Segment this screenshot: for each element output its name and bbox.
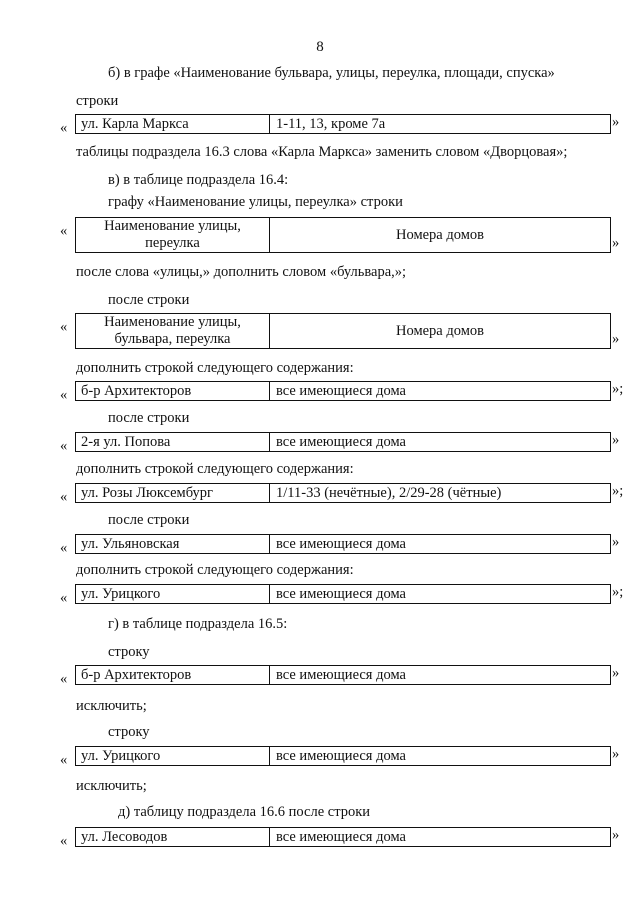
close-quote: » — [612, 746, 620, 762]
paragraph-rows-word: строки — [76, 93, 119, 109]
paragraph-b-replace: таблицы подраздела 16.3 слова «Карла Маркса» заменить словом «Дворцовая»; — [76, 144, 568, 160]
open-quote: « — [60, 833, 68, 849]
houses-cell: все имеющиеся дома — [276, 667, 406, 683]
open-quote: « — [60, 438, 68, 454]
table-row — [75, 827, 611, 847]
paragraph-exclude: исключить; — [76, 778, 147, 794]
table-row — [75, 381, 611, 401]
header-street-line2: бульвара, переулка — [114, 331, 231, 347]
street-cell: ул. Урицкого — [76, 585, 270, 603]
header-street-cell — [76, 314, 270, 348]
close-quote: »; — [612, 483, 624, 499]
paragraph-v-intro: в) в таблице подраздела 16.4: — [108, 172, 289, 188]
paragraph-v-column: графу «Наименование улицы, переулка» строки — [108, 194, 403, 210]
street-cell: 2-я ул. Попова — [76, 433, 270, 451]
header-street-line2: переулка — [145, 235, 200, 251]
open-quote: « — [60, 540, 68, 556]
houses-cell: все имеющиеся дома — [276, 383, 406, 399]
open-quote: « — [60, 387, 68, 403]
close-quote: » — [612, 114, 620, 130]
paragraph-row-word: строку — [108, 644, 150, 660]
header-street-cell — [76, 218, 270, 252]
close-quote: » — [612, 235, 620, 251]
paragraph-supplement: дополнить строкой следующего содержания: — [76, 461, 354, 477]
header-table — [75, 217, 611, 253]
header-street-line1: Наименование улицы, — [104, 314, 241, 330]
close-quote: » — [612, 432, 620, 448]
paragraph-after-row: после строки — [108, 512, 190, 528]
close-quote: »; — [612, 584, 624, 600]
open-quote: « — [60, 752, 68, 768]
street-cell: ул. Карла Маркса — [76, 115, 270, 133]
header-houses-cell: Номера домов — [396, 322, 484, 339]
paragraph-v-add-word: после слова «улицы,» дополнить словом «бульвара,»; — [76, 264, 407, 280]
open-quote: « — [60, 223, 68, 239]
close-quote: » — [612, 534, 620, 550]
paragraph-row-word: строку — [108, 724, 150, 740]
houses-cell: все имеющиеся дома — [276, 434, 406, 450]
table-row — [75, 114, 611, 134]
paragraph-after-row: после строки — [108, 410, 190, 426]
paragraph-g-intro: г) в таблице подраздела 16.5: — [108, 616, 288, 632]
houses-cell: 1-11, 13, кроме 7а — [276, 116, 386, 132]
paragraph-exclude: исключить; — [76, 698, 147, 714]
table-row — [75, 746, 611, 766]
paragraph-d-intro: д) таблицу подраздела 16.6 после строки — [118, 804, 371, 820]
header-houses-cell: Номера домов — [396, 226, 484, 243]
open-quote: « — [60, 489, 68, 505]
table-row — [75, 483, 611, 503]
header-street-line1: Наименование улицы, — [104, 218, 241, 234]
open-quote: « — [60, 319, 68, 335]
houses-cell: 1/11-33 (нечётные), 2/29-28 (чётные) — [276, 485, 502, 501]
street-cell: ул. Урицкого — [76, 747, 270, 765]
table-row — [75, 584, 611, 604]
close-quote: » — [612, 331, 620, 347]
street-cell: б-р Архитекторов — [76, 666, 270, 684]
street-cell: ул. Розы Люксембург — [76, 484, 270, 502]
street-cell: ул. Лесоводов — [76, 828, 270, 846]
open-quote: « — [60, 671, 68, 687]
page-number: 8 — [316, 39, 324, 55]
houses-cell: все имеющиеся дома — [276, 536, 406, 552]
paragraph-after-row: после строки — [108, 292, 190, 308]
table-row — [75, 665, 611, 685]
paragraph-supplement: дополнить строкой следующего содержания: — [76, 360, 354, 376]
street-cell: ул. Ульяновская — [76, 535, 270, 553]
table-row — [75, 432, 611, 452]
open-quote: « — [60, 590, 68, 606]
close-quote: » — [612, 827, 620, 843]
houses-cell: все имеющиеся дома — [276, 586, 406, 602]
header-table — [75, 313, 611, 349]
houses-cell: все имеющиеся дома — [276, 748, 406, 764]
table-row — [75, 534, 611, 554]
houses-cell: все имеющиеся дома — [276, 829, 406, 845]
street-cell: б-р Архитекторов — [76, 382, 270, 400]
open-quote: « — [60, 120, 68, 136]
close-quote: » — [612, 665, 620, 681]
close-quote: »; — [612, 381, 624, 397]
paragraph-supplement: дополнить строкой следующего содержания: — [76, 562, 354, 578]
paragraph-b-intro: б) в графе «Наименование бульвара, улицы, переулка, площади, спуска» — [108, 65, 555, 81]
